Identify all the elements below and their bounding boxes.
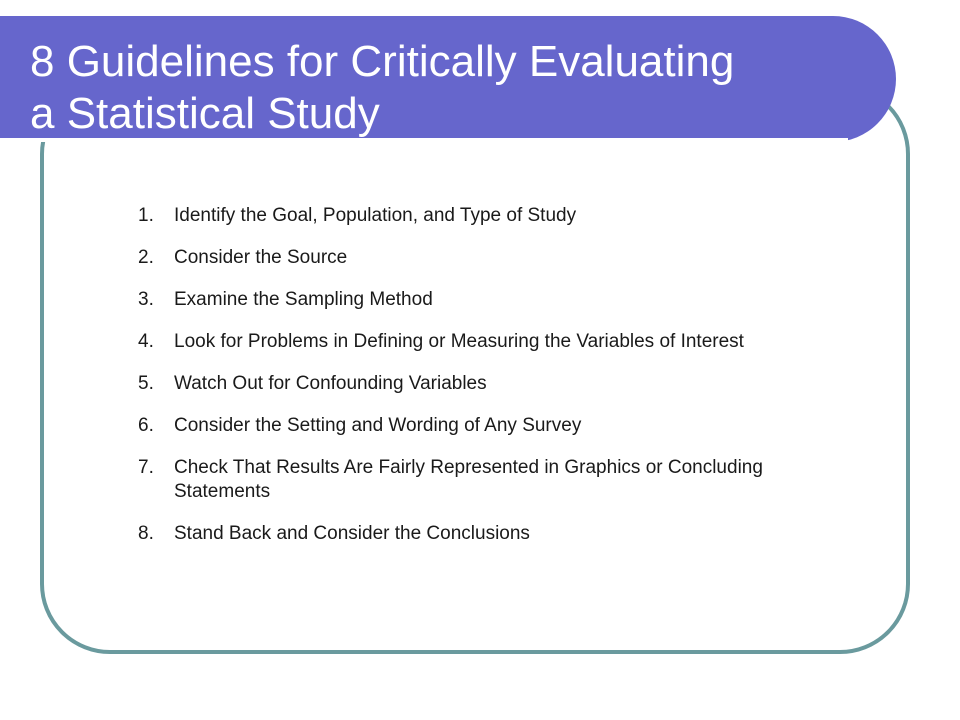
guideline-text: Stand Back and Consider the Conclusions bbox=[174, 523, 530, 544]
guideline-number: 1. bbox=[138, 205, 154, 226]
guideline-text: Identify the Goal, Population, and Type of Study bbox=[174, 205, 577, 226]
slide-title bbox=[30, 36, 860, 140]
guideline-item bbox=[138, 204, 818, 228]
guideline-number: 8. bbox=[138, 523, 154, 544]
guideline-text: Examine the Sampling Method bbox=[174, 289, 433, 310]
guideline-text: Look for Problems in Defining or Measuring the Variables of Interest bbox=[174, 331, 744, 352]
guideline-text: Consider the Source bbox=[174, 247, 348, 268]
slide-title-line-2: a Statistical Study bbox=[30, 89, 380, 138]
guideline-item bbox=[138, 330, 818, 354]
guideline-item bbox=[138, 522, 818, 546]
guideline-number: 5. bbox=[138, 373, 154, 394]
guideline-item bbox=[138, 456, 818, 504]
guideline-item bbox=[138, 414, 818, 438]
guideline-item bbox=[138, 246, 818, 270]
slide-title-line-1: 8 Guidelines for Critically Evaluating bbox=[30, 37, 735, 86]
title-underline bbox=[0, 138, 848, 142]
guideline-number: 3. bbox=[138, 289, 154, 310]
guideline-item bbox=[138, 288, 818, 312]
guideline-text: Consider the Setting and Wording of Any Survey bbox=[174, 415, 582, 436]
guideline-number: 2. bbox=[138, 247, 154, 268]
title-bar bbox=[0, 16, 896, 142]
guidelines-list bbox=[138, 204, 818, 564]
guideline-number: 7. bbox=[138, 457, 154, 478]
guideline-item bbox=[138, 372, 818, 396]
guideline-text: Check That Results Are Fairly Represented in Graphics or Concluding Statements bbox=[174, 457, 763, 502]
guideline-number: 4. bbox=[138, 331, 154, 352]
guideline-text: Watch Out for Confounding Variables bbox=[174, 373, 487, 394]
guideline-number: 6. bbox=[138, 415, 154, 436]
